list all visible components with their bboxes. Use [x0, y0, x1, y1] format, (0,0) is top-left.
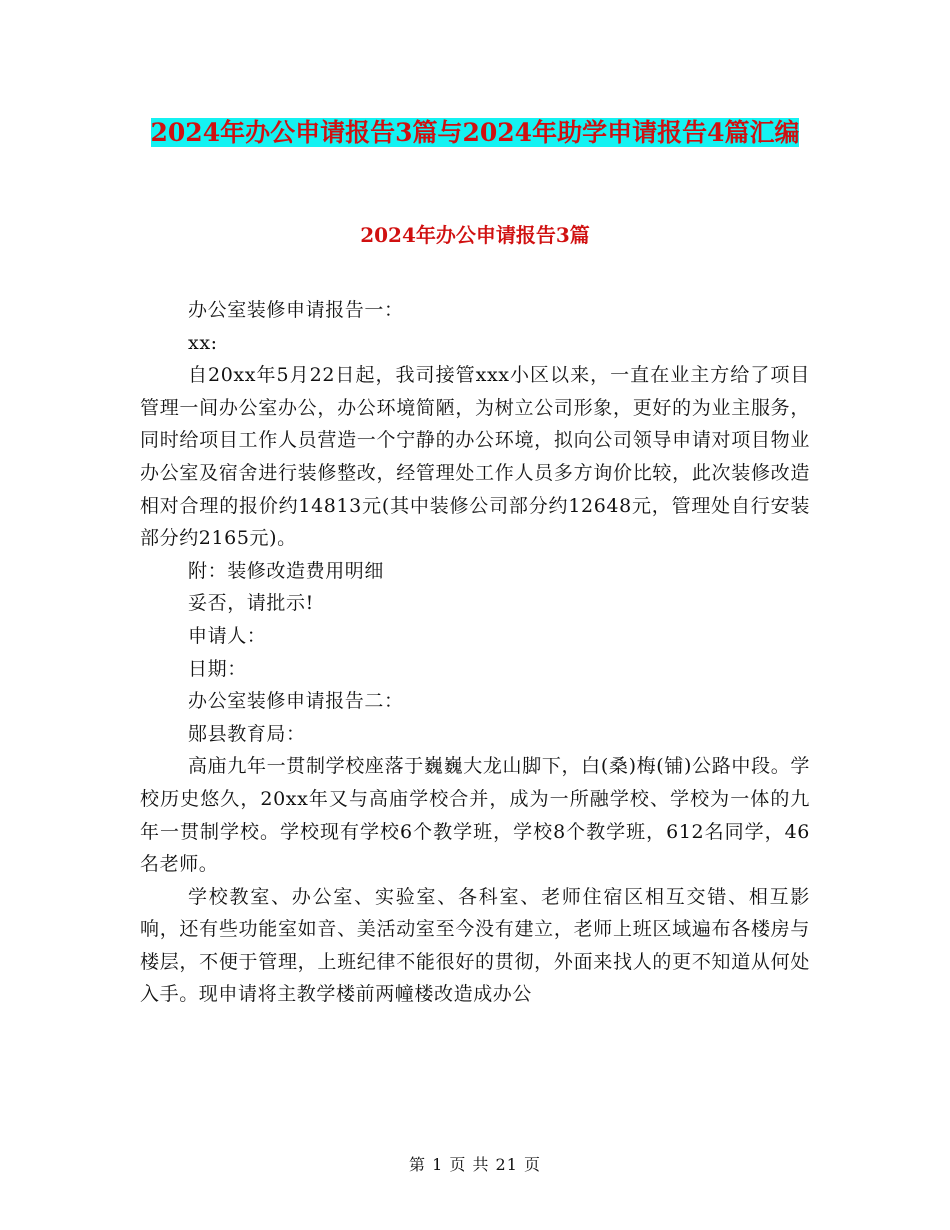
paragraph: 申请人： — [188, 624, 267, 647]
paragraph: 郧县教育局： — [188, 722, 306, 745]
paragraph: 办公室装修申请报告一： — [188, 299, 404, 321]
paragraph: xx: — [188, 331, 218, 354]
paragraph: 学校教室、办公室、实验室、各科室、老师住宿区相互交错、相互影响，还有些功能室如音、美活动室至今没有建立，老师上班区域遍布各楼房与楼层，不便于管理，上班纪律不能很好的贯彻，外面来找人的更不知道从何处入手。现申请将主教学楼前两幢楼改造成办公 — [140, 885, 810, 1006]
paragraph: 办公室装修申请报告二： — [188, 690, 404, 713]
paragraph: 妥否，请批示! — [188, 592, 314, 615]
page-number-footer: 第 1 页 共 21 页 — [409, 1155, 541, 1174]
paragraph: 自20xx年5月22日起，我司接管xxx小区以来，一直在业主方给了项目管理一间办公室办公，办公环境简陋，为树立公司形象，更好的为业主服务，同时给项目工作人员营造一个宁静的办公环境，拟向公司领导申请对项目物业办公室及宿舍进行装修整改，经管理处工作人员多方询价比较，此次装修改造相对合理的报价约14813元(其中装修公司部分约12648元，管理处自行安装部分约2165元)。 — [140, 364, 810, 550]
section-title: 2024年办公申请报告3篇 — [360, 223, 590, 247]
document-body — [140, 294, 810, 1011]
paragraph: 附：装修改造费用明细 — [188, 559, 385, 582]
paragraph: 日期： — [188, 657, 247, 680]
document-title — [140, 110, 810, 155]
paragraph: 高庙九年一贯制学校座落于巍巍大龙山脚下，白(桑)梅(铺)公路中段。学校历史悠久，20xx年又与高庙学校合并，成为一所融学校、学校为一体的九年一贯制学校。学校现有学校6个教学班，学校8个教学班，612名同学，46名老师。 — [140, 755, 810, 876]
document-title-text: 2024年办公申请报告3篇与2024年助学申请报告4篇汇编 — [150, 118, 800, 147]
